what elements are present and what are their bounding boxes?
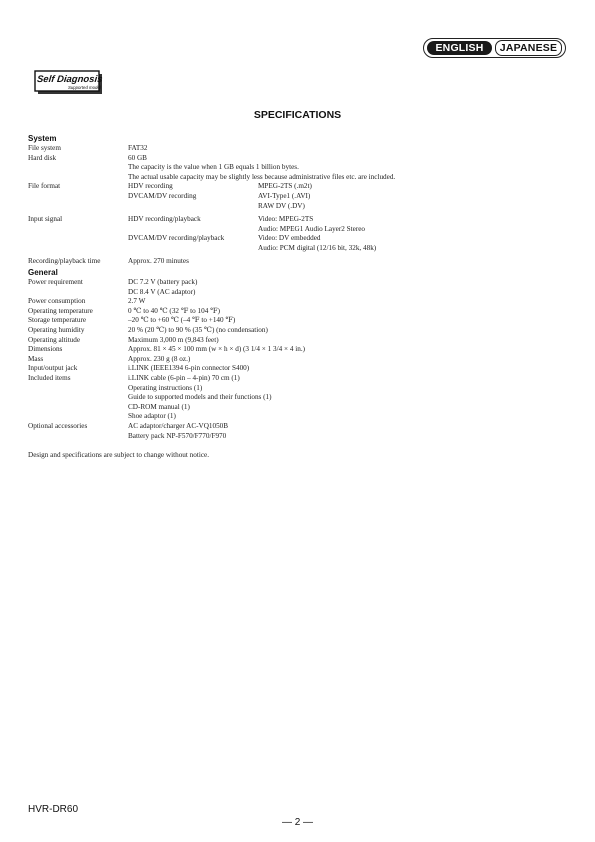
- page-title: SPECIFICATIONS: [253, 109, 342, 121]
- spec-label: Operating altitude: [28, 335, 81, 344]
- spec-value: Approx. 270 minutes: [128, 256, 189, 265]
- spec-value: MPEG-2TS (.m2t): [258, 182, 312, 191]
- spec-value: CD-ROM manual (1): [128, 402, 190, 411]
- spec-value: The capacity is the value when 1 GB equals 1 billion bytes.: [128, 163, 299, 172]
- spec-label: [28, 244, 128, 254]
- spec-value: Video: DV embedded: [258, 234, 321, 243]
- spec-row: [28, 364, 568, 374]
- spec-label: Input/output jack: [28, 364, 78, 373]
- spec-row: [28, 192, 568, 202]
- spec-sublabel: [128, 244, 258, 254]
- logo-subtitle: Supported model: [68, 85, 101, 90]
- spec-row: [28, 307, 568, 317]
- spec-label: [28, 412, 128, 422]
- spec-label: Included items: [28, 373, 71, 382]
- spec-row: [28, 384, 568, 394]
- spec-value: Audio: PCM digital (12/16 bit, 32k, 48k): [258, 243, 377, 252]
- spec-sublabel: DVCAM/DV recording/playback: [128, 234, 225, 243]
- spec-row: [28, 374, 568, 384]
- spec-value: FAT32: [128, 144, 148, 152]
- spec-label: Input signal: [28, 215, 63, 224]
- spec-value: Battery pack NP-F570/F770/F970: [128, 431, 227, 440]
- spec-row: [28, 202, 568, 212]
- spec-sublabel: [128, 202, 258, 212]
- language-tabs: [423, 38, 566, 58]
- spec-value: –20 ℃ to +60 ℃ (–4 ℉ to +140 ℉): [128, 316, 236, 325]
- spec-value: 2.7 W: [128, 297, 146, 306]
- spec-row: [28, 225, 568, 235]
- spec-label: Storage temperature: [28, 316, 87, 325]
- spec-row: [28, 412, 568, 422]
- spec-row: [28, 278, 568, 288]
- spec-label: Hard disk: [28, 153, 57, 162]
- spec-row: [28, 163, 568, 173]
- spec-row: [28, 316, 568, 326]
- spec-value: Operating instructions (1): [128, 383, 203, 392]
- spec-row: [28, 336, 568, 346]
- general-spec-list: [28, 278, 568, 441]
- spec-value: Guide to supported models and their functions (1): [128, 393, 272, 402]
- spec-value: DC 8.4 V (AC adaptor): [128, 287, 196, 296]
- spec-row: [28, 182, 568, 192]
- spec-label: [28, 234, 128, 244]
- spec-label: [28, 163, 128, 173]
- spec-label: Operating temperature: [28, 306, 93, 315]
- change-notice: Design and specifications are subject to change without notice.: [28, 451, 210, 459]
- spec-label: [28, 173, 128, 183]
- spec-row: [28, 345, 568, 355]
- spec-row: [28, 422, 568, 432]
- spec-row: [28, 326, 568, 336]
- spec-value: DC 7.2 V (battery pack): [128, 278, 198, 286]
- spec-label: [28, 288, 128, 298]
- spec-value: RAW DV (.DV): [258, 201, 305, 210]
- spec-label: [28, 192, 128, 202]
- spec-label: [28, 393, 128, 403]
- spec-label: [28, 202, 128, 212]
- spec-label: Optional accessories: [28, 421, 88, 430]
- spec-value: AVI-Type1 (.AVI): [258, 191, 311, 200]
- spec-value: Video: MPEG-2TS: [258, 215, 314, 224]
- spec-value: 60 GB: [128, 153, 147, 162]
- spec-label: [28, 384, 128, 394]
- spec-value: AC adaptor/charger AC-VQ1050B: [128, 421, 229, 430]
- spec-value: 0 ℃ to 40 ℃ (32 ℉ to 104 ℉): [128, 306, 221, 315]
- spec-label: [28, 432, 128, 442]
- spec-value: 20 % (20 ℃) to 90 % (35 ℃) (no condensation): [128, 325, 268, 334]
- spec-row: [28, 403, 568, 413]
- spec-label: File format: [28, 182, 61, 191]
- section-heading-general: General: [28, 268, 58, 277]
- spec-label: [28, 403, 128, 413]
- spec-label: Power consumption: [28, 297, 86, 306]
- system-spec-list: [28, 144, 568, 266]
- model-number: HVR-DR60: [28, 804, 79, 815]
- spec-row: [28, 244, 568, 254]
- spec-value: Approx. 230 g (8 oz.): [128, 354, 191, 363]
- spec-row: [28, 297, 568, 307]
- spec-value: The actual usable capacity may be slightly less because administrative files etc. are included.: [128, 172, 396, 181]
- spec-row: [28, 144, 568, 154]
- tab-japanese[interactable]: JAPANESE: [495, 40, 562, 56]
- spec-value: i.LINK (IEEE1394 6-pin connector S400): [128, 364, 250, 373]
- page-number: — 2 —: [281, 817, 314, 828]
- spec-row: [28, 173, 568, 183]
- spec-label: Power requirement: [28, 278, 83, 286]
- spec-label: File system: [28, 144, 61, 152]
- spec-value: Maximum 3,000 m (9,843 feet): [128, 335, 219, 344]
- spec-row: [28, 257, 568, 267]
- spec-row: [28, 393, 568, 403]
- spec-label: Operating humidity: [28, 325, 85, 334]
- spec-label: Mass: [28, 354, 44, 363]
- logo-title: Self Diagnosis: [36, 74, 103, 85]
- spec-value: Audio: MPEG1 Audio Layer2 Stereo: [258, 224, 366, 233]
- tab-english[interactable]: ENGLISH: [427, 41, 492, 55]
- spec-row: [28, 432, 568, 442]
- spec-value: Approx. 81 × 45 × 100 mm (w × h × d) (3 1/4 × 1 3/4 × 4 in.): [128, 345, 306, 354]
- spec-sublabel: HDV recording/playback: [128, 215, 201, 224]
- spec-sublabel: HDV recording: [128, 182, 173, 191]
- section-heading-system: System: [28, 134, 57, 143]
- spec-label: Recording/playback time: [28, 256, 101, 265]
- spec-row: [28, 234, 568, 244]
- spec-row: [28, 355, 568, 365]
- spec-label: [28, 225, 128, 235]
- spec-sublabel: [128, 225, 258, 235]
- spec-row: [28, 288, 568, 298]
- self-diagnosis-logo: [34, 70, 104, 96]
- spec-row: [28, 154, 568, 164]
- spec-sublabel: DVCAM/DV recording: [128, 191, 197, 200]
- spec-row: [28, 215, 568, 225]
- spec-value: i.LINK cable (6-pin – 4-pin) 70 cm (1): [128, 373, 240, 382]
- spec-value: Shoe adaptor (1): [128, 412, 176, 421]
- spec-label: Dimensions: [28, 345, 63, 354]
